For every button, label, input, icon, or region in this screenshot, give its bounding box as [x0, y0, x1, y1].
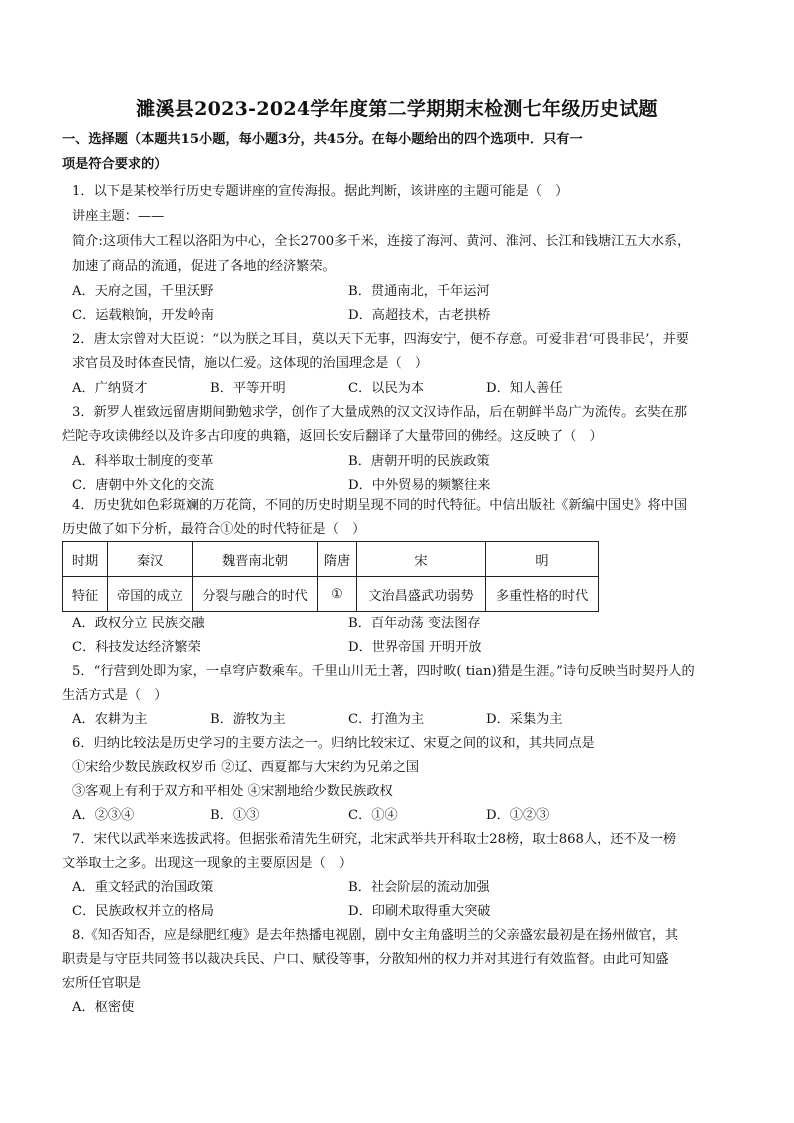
q4-option-b: B．百年动荡 变法图存: [348, 616, 481, 631]
table-row: [63, 542, 599, 577]
table-cell: 分裂与融合的时代: [193, 577, 318, 612]
q2-option-d: D．知人善任: [486, 381, 563, 396]
q1-option-a: A．天府之国，千里沃野: [72, 284, 214, 299]
q1-option-c: C．运载粮饷，开发岭南: [72, 308, 214, 323]
section-heading-line1: 一、选择题（本题共15小题，每小题3分，共45分。在每小题给出的四个选项中．只有一: [62, 132, 583, 147]
q4-stem-line1: 4．历史犹如色彩斑斓的万花筒，不同的历史时期呈现不同的时代特征。中信出版社《新编中国史》将中国: [72, 498, 688, 513]
table-cell: 特征: [63, 577, 108, 612]
q7-stem-line1: 7．宋代以武举来选拔武将。但据张希清先生研究，北宋武举共开科取士28榜，取士868人，还不及一榜: [72, 832, 677, 847]
table-cell: 明: [486, 542, 599, 577]
table-cell: 帝国的成立: [108, 577, 193, 612]
section-heading-line2: 项是符合要求的）: [62, 157, 168, 172]
q5-option-c: C．打渔为主: [348, 712, 425, 727]
q1-stem: 1．以下是某校举行历史专题讲座的宣传海报。据此判断，该讲座的主题可能是（ ）: [72, 184, 569, 199]
q4-option-c: C．科技发达经济繁荣: [72, 640, 201, 655]
q3-stem-line2: 烂陀寺攻读佛经以及许多古印度的典籍，返回长安后翻译了大量带回的佛经。这反映了（ ）: [62, 429, 603, 444]
q1-intro-line1: 简介:这项伟大工程以洛阳为中心，全长2700多千米，连接了海河、黄河、淮河、长江和钱塘江五大水系，: [72, 234, 691, 249]
q8-option-a: A．枢密使: [72, 1000, 135, 1015]
q2-stem-line1: 2．唐太宗曾对大臣说：“以为朕之耳目，莫以天下无事，四海安宁，便不存意。可爱非君‘可畏非民’，并要: [72, 332, 689, 347]
q6-option-b: B．①③: [210, 808, 260, 823]
history-period-table: [62, 541, 599, 612]
table-cell: 宋: [357, 542, 486, 577]
q8-stem-line3: 宏所任官职是: [62, 976, 142, 991]
q7-option-c: C．民族政权并立的格局: [72, 904, 214, 919]
q5-option-b: B．游牧为主: [210, 712, 286, 727]
q7-option-a: A．重文轻武的治国政策: [72, 880, 214, 895]
q1-topic: 讲座主题：——: [72, 209, 165, 224]
q1-option-d: D．高超技术，古老拱桥: [348, 308, 491, 323]
q8-stem-line2: 职责是与守臣共同签书以裁决兵民、户口、赋役等事，分散知州的权力并对其进行有效监督。由此可知盛: [62, 952, 669, 967]
table-cell: 隋唐: [318, 542, 357, 577]
q7-option-d: D．印刷术取得重大突破: [348, 904, 491, 919]
q3-option-d: D．中外贸易的频繁往来: [348, 478, 491, 493]
q7-stem-line2: 文举取士之多。出现这一现象的主要原因是（ ）: [62, 856, 353, 871]
q4-option-d: D．世界帝国 开明开放: [348, 640, 482, 655]
q5-option-d: D．采集为主: [486, 712, 563, 727]
exam-title: 濉溪县2023-2024学年度第二学期期末检测七年级历史试题: [136, 98, 658, 120]
q3-option-c: C．唐朝中外文化的交流: [72, 478, 214, 493]
q6-option-c: C．①④: [348, 808, 398, 823]
q2-option-c: C．以民为本: [348, 381, 425, 396]
q6-items-line2: ③客观上有利于双方和平相处 ④宋割地给少数民族政权: [72, 784, 393, 799]
q1-intro-line2: 加速了商品的流通，促进了各地的经济繁荣。: [72, 259, 336, 274]
q3-option-b: B．唐朝开明的民族政策: [348, 454, 490, 469]
q2-option-b: B．平等开明: [210, 381, 286, 396]
q6-items-line1: ①宋给少数民族政权岁币 ②辽、西夏都与大宋约为兄弟之国: [72, 760, 420, 775]
table-cell: 秦汉: [108, 542, 193, 577]
q6-stem: 6．归纳比较法是历史学习的主要方法之一。归纳比较宋辽、宋夏之间的议和，其共同点是: [72, 736, 595, 751]
q5-stem-line2: 生活方式是（ ）: [62, 688, 168, 703]
q4-option-a: A．政权分立 民族交融: [72, 616, 205, 631]
q4-stem-line2: 历史做了如下分析，最符合①处的时代特征是（ ）: [62, 522, 366, 537]
table-cell: 时期: [63, 542, 108, 577]
q6-option-d: D．①②③: [486, 808, 550, 823]
q6-option-a: A．②③④: [72, 808, 135, 823]
q7-option-b: B．社会阶层的流动加强: [348, 880, 490, 895]
q5-option-a: A．农耕为主: [72, 712, 148, 727]
q8-stem-line1: 8.《知否知否，应是绿肥红瘦》是去年热播电视剧，剧中女主角盛明兰的父亲盛宏最初是在扬州做官，其: [72, 928, 679, 943]
table-cell: 文治昌盛武功弱势: [357, 577, 486, 612]
table-row: [63, 577, 599, 612]
q3-option-a: A．科举取士制度的变革: [72, 454, 214, 469]
q3-stem-line1: 3．新罗人崔致远留唐期间勤勉求学，创作了大量成熟的汉文汉诗作品，后在朝鲜半岛广为流传。玄奘在那: [72, 405, 688, 420]
table-cell: 多重性格的时代: [486, 577, 599, 612]
q5-stem-line1: 5．“行营到处即为家，一卓穹庐数乘车。千里山川无土著，四时畋( tian)猎是生涯。”诗句反映当时契丹人的: [72, 664, 695, 679]
q2-stem-line2: 求官员及时体查民情，施以仁爱。这体现的治国理念是（ ）: [72, 356, 429, 371]
q2-option-a: A．广纳贤才: [72, 381, 148, 396]
table-cell: ①: [318, 577, 357, 612]
table-cell: 魏晋南北朝: [193, 542, 318, 577]
q1-option-b: B．贯通南北，千年运河: [348, 284, 490, 299]
